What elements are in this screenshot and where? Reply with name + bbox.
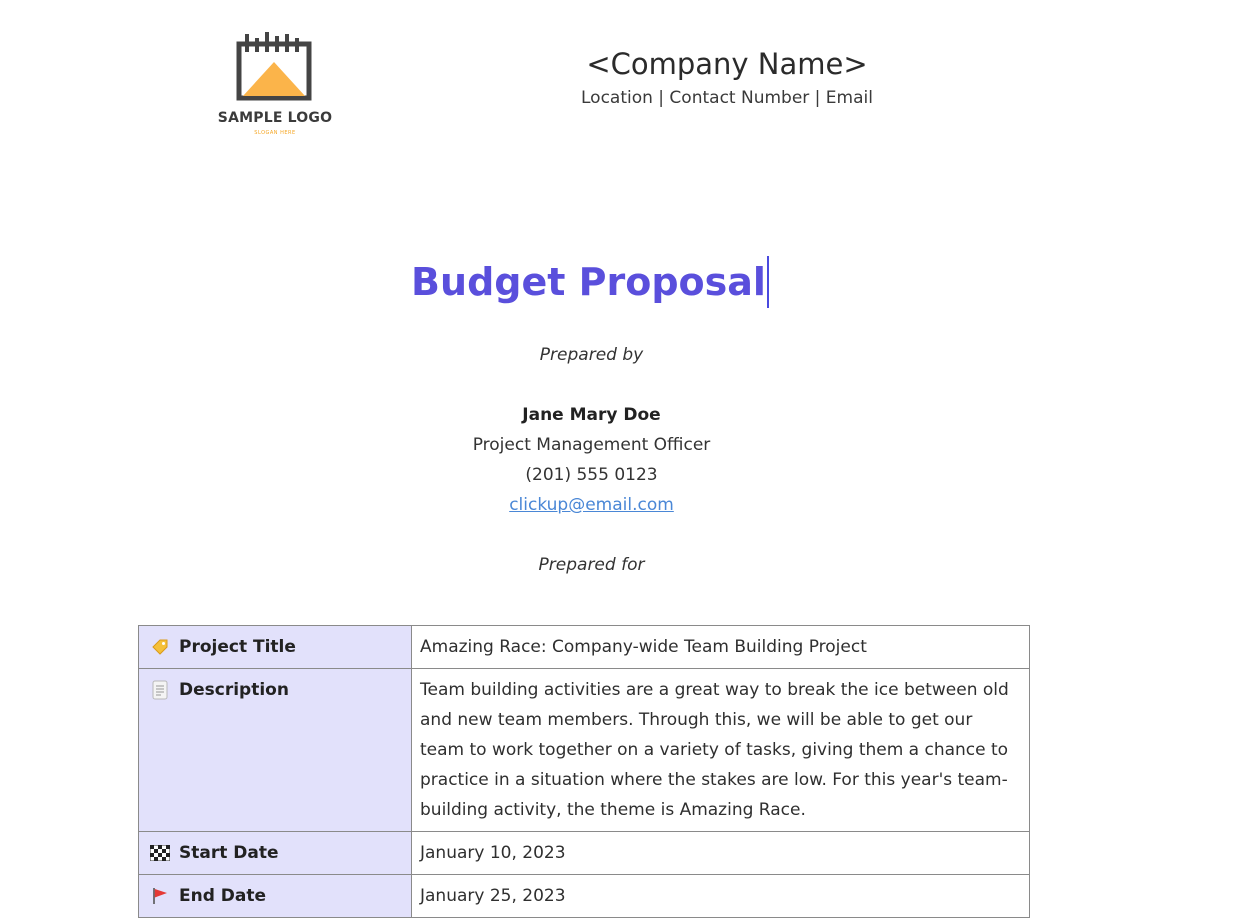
table-value-cell[interactable]: Amazing Race: Company-wide Team Building Project bbox=[412, 626, 1030, 669]
table-row bbox=[139, 669, 1030, 832]
red-flag-icon bbox=[149, 887, 171, 905]
preparer-name: Jane Mary Doe bbox=[522, 405, 661, 425]
table-value-cell[interactable]: January 25, 2023 bbox=[412, 875, 1030, 918]
logo-text: SAMPLE LOGO bbox=[217, 110, 333, 126]
table-label-cell bbox=[139, 669, 412, 832]
table-row bbox=[139, 832, 1030, 875]
table-value-cell[interactable]: Team building activities are a great way to break the ice between old and new team members. Through this, we will be able to get our team to work together on a variety of tasks, giving them a chance to practice in a situation where the stakes are low. For this year's team-building activity, the theme is Amazing Race. bbox=[412, 669, 1030, 832]
tag-icon bbox=[149, 638, 171, 656]
prepared-by-label: Prepared by bbox=[539, 345, 644, 365]
company-header bbox=[477, 44, 977, 108]
project-info-table bbox=[138, 625, 1030, 918]
company-name: <Company Name> bbox=[586, 47, 868, 81]
table-label-cell bbox=[139, 832, 412, 875]
preparer-role: Project Management Officer bbox=[472, 435, 711, 455]
table-label: End Date bbox=[179, 886, 267, 906]
table-label: Start Date bbox=[179, 843, 279, 863]
preparer-phone: (201) 555 0123 bbox=[525, 465, 658, 485]
preparer-email-wrap bbox=[340, 495, 843, 515]
table-row bbox=[139, 626, 1030, 669]
document-title[interactable]: Budget Proposal bbox=[411, 256, 769, 308]
checkered-flag-icon bbox=[149, 845, 171, 861]
table-label-cell bbox=[139, 626, 412, 669]
document-icon bbox=[149, 680, 171, 700]
preparer-email-link[interactable]: clickup@email.com bbox=[509, 495, 674, 515]
logo-mark-icon bbox=[235, 30, 313, 102]
table-label-cell bbox=[139, 875, 412, 918]
prepared-for-label: Prepared for bbox=[538, 555, 645, 575]
logo-tagline: SLOGAN HERE bbox=[254, 130, 296, 136]
table-row bbox=[139, 875, 1030, 918]
table-label: Description bbox=[179, 680, 289, 700]
company-logo bbox=[205, 30, 345, 145]
table-value-cell[interactable]: January 10, 2023 bbox=[412, 832, 1030, 875]
table-label: Project Title bbox=[179, 637, 296, 657]
title-container bbox=[340, 256, 840, 308]
company-contact-line: Location | Contact Number | Email bbox=[581, 88, 873, 108]
